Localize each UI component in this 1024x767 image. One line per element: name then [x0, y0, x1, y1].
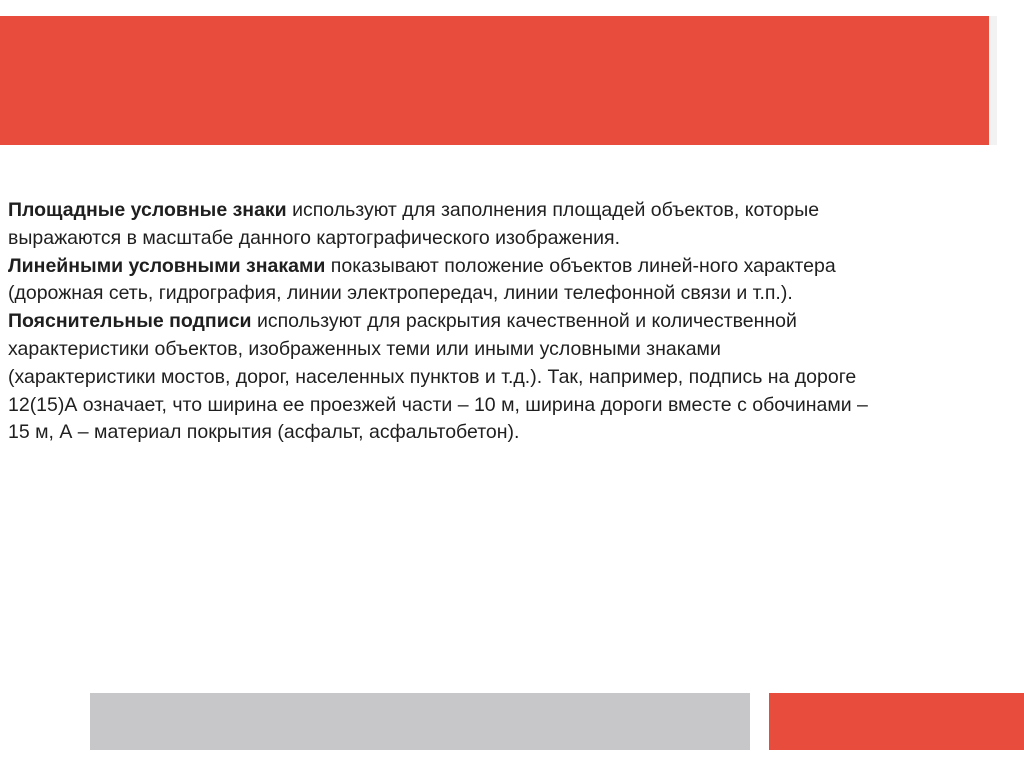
paragraph-linear-signs — [8, 253, 868, 309]
footer-gray-bar — [90, 693, 750, 750]
title-banner — [0, 16, 989, 145]
slide-body — [8, 197, 868, 447]
text-linear-signs: показывают положение объектов линей-ного характера (дорожная сеть, гидрография, линии электропередач, линии телефонной связи и т.п.). — [8, 254, 836, 305]
term-area-signs: Площадные условные знаки — [8, 199, 287, 221]
paragraph-area-signs — [8, 197, 868, 253]
text-area-signs: используют для заполнения площадей объектов, которые выражаются в масштабе данного картографического изображения. — [8, 199, 820, 249]
text-explanatory-labels: используют для раскрытия качественной и количественной характеристики объектов, изображенных теми или иными условными знаками (характеристики мостов, дорог, населенных пунктов и т.д.). Так, например, подпись на дороге 12(15)А означает, что ширина ее проезжей части – 10 м, ширина дороги вместе с обочинами – 15 м, А – материал покрытия (асфальт, асфальтобетон). — [8, 310, 868, 444]
title-banner-edge — [989, 16, 997, 145]
term-linear-signs: Линейными условными знаками — [8, 254, 326, 277]
paragraph-explanatory-labels — [8, 308, 868, 447]
term-explanatory-labels: Пояснительные подписи — [8, 310, 252, 333]
footer-red-bar — [769, 693, 1024, 750]
